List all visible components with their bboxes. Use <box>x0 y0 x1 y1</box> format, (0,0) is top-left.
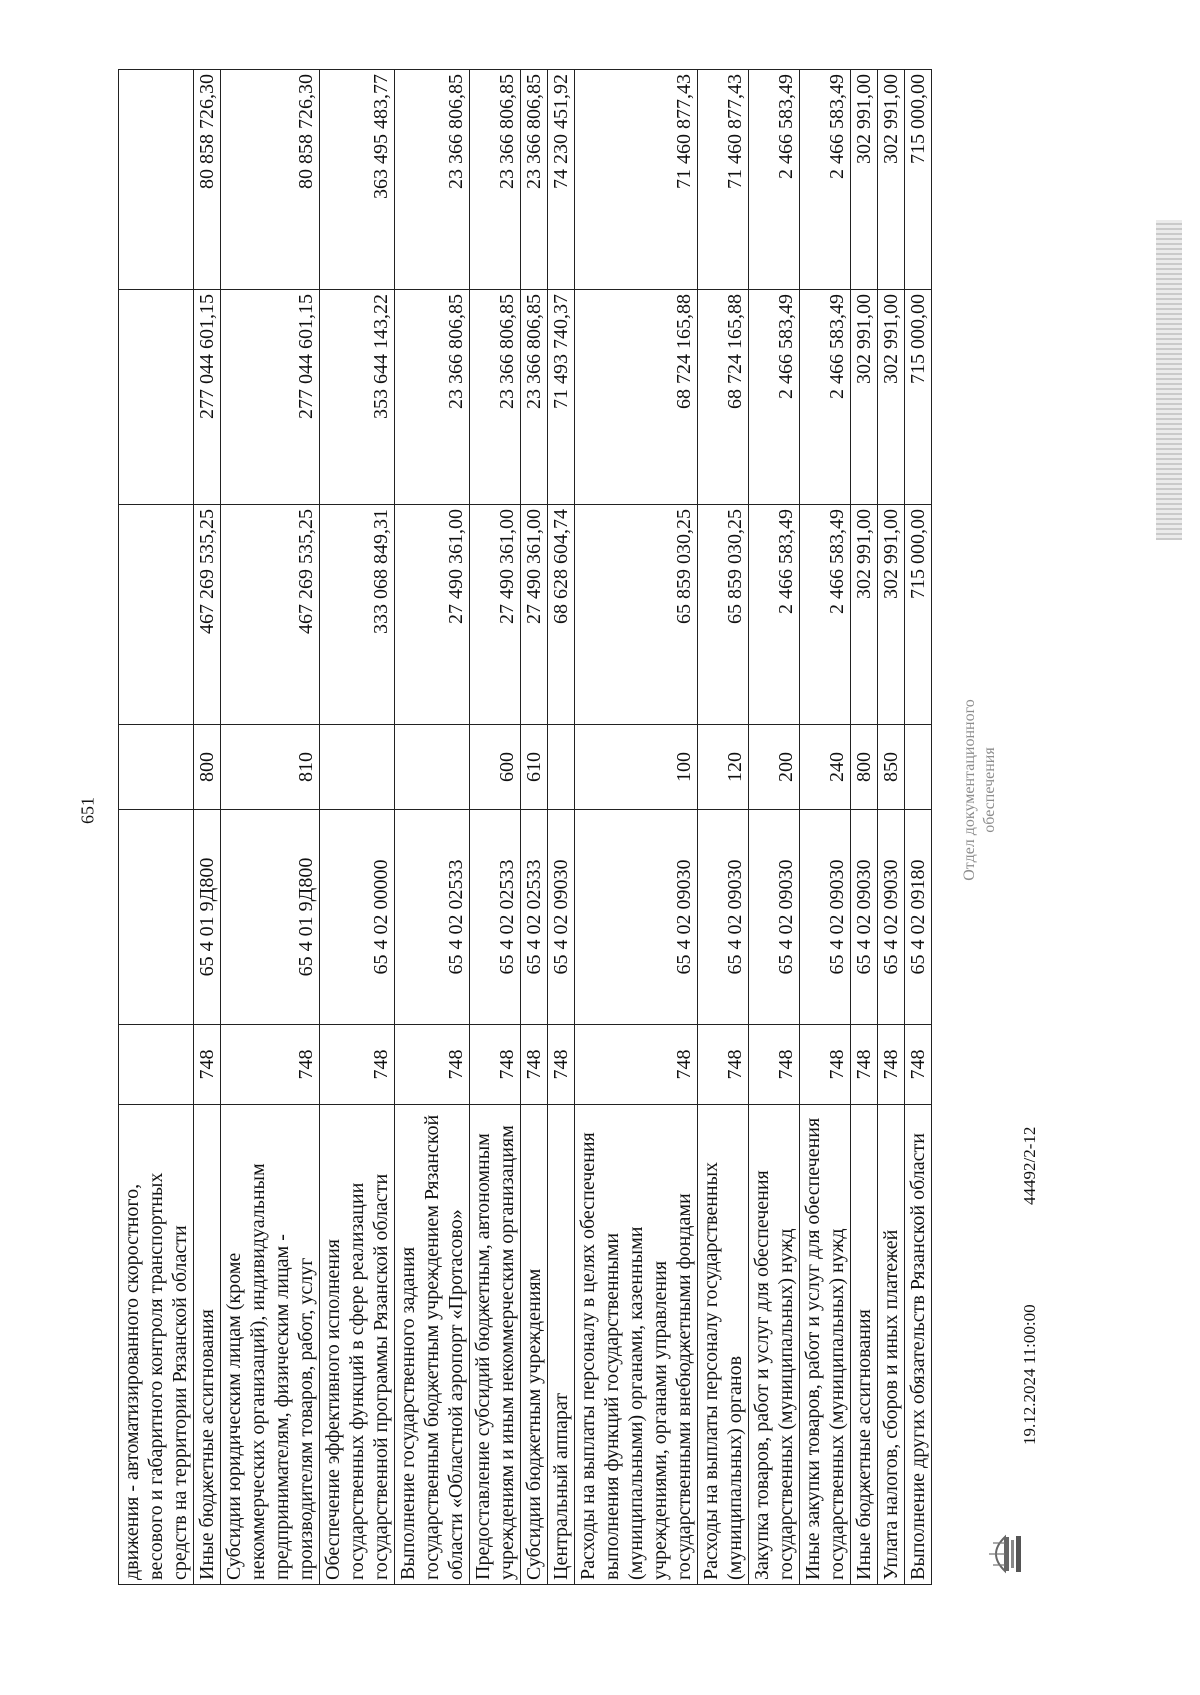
row-ved-code: 748 <box>521 1025 548 1105</box>
row-csr-code: 65 4 02 09030 <box>878 810 905 1025</box>
row-vr-code <box>119 725 194 810</box>
row-csr-code: 65 4 02 02533 <box>470 810 521 1025</box>
row-vr-code: 200 <box>749 725 800 810</box>
row-ved-code: 748 <box>749 1025 800 1105</box>
row-vr-code: 120 <box>698 725 749 810</box>
department-stamp <box>960 675 1000 905</box>
row-amount-3: 23 366 806,85 <box>521 70 548 290</box>
table-row <box>548 70 575 1585</box>
coat-of-arms-icon <box>985 1531 1027 1577</box>
table-row <box>119 70 194 1585</box>
table-row <box>800 70 851 1585</box>
row-ved-code: 748 <box>878 1025 905 1105</box>
table-row <box>470 70 521 1585</box>
row-amount-2: 277 044 601,15 <box>194 290 221 505</box>
footer-doc-number: 44492/2-12 <box>1020 1126 1039 1205</box>
footer-date: 19.12.2024 11:00:00 <box>1020 1304 1039 1445</box>
table-row <box>521 70 548 1585</box>
row-description: Центральный аппарат <box>548 1105 575 1585</box>
page-number: 651 <box>77 797 98 824</box>
row-amount-1 <box>119 505 194 725</box>
row-amount-3: 71 460 877,43 <box>698 70 749 290</box>
row-amount-2: 302 991,00 <box>878 290 905 505</box>
row-amount-1: 467 269 535,25 <box>194 505 221 725</box>
budget-table <box>118 69 932 1585</box>
row-amount-1: 2 466 583,49 <box>800 505 851 725</box>
row-amount-2: 68 724 165,88 <box>575 290 698 505</box>
row-vr-code: 810 <box>221 725 320 810</box>
row-amount-1: 2 466 583,49 <box>749 505 800 725</box>
row-amount-2: 23 366 806,85 <box>521 290 548 505</box>
row-vr-code <box>905 725 932 810</box>
scan-edge-marks <box>1156 220 1182 540</box>
row-csr-code <box>119 810 194 1025</box>
row-amount-2: 715 000,00 <box>905 290 932 505</box>
row-amount-1: 65 859 030,25 <box>698 505 749 725</box>
row-vr-code <box>320 725 395 810</box>
table-row <box>575 70 698 1585</box>
row-amount-3: 2 466 583,49 <box>800 70 851 290</box>
row-amount-2: 68 724 165,88 <box>698 290 749 505</box>
row-description: Выполнение других обязательств Рязанской области <box>905 1105 932 1585</box>
row-csr-code: 65 4 02 02533 <box>521 810 548 1025</box>
row-vr-code: 100 <box>575 725 698 810</box>
table-row <box>698 70 749 1585</box>
row-amount-1: 715 000,00 <box>905 505 932 725</box>
row-csr-code: 65 4 02 09030 <box>749 810 800 1025</box>
row-amount-1: 467 269 535,25 <box>221 505 320 725</box>
row-amount-2: 277 044 601,15 <box>221 290 320 505</box>
row-amount-3 <box>119 70 194 290</box>
stamp-line-1: Отдел документационного <box>961 699 978 881</box>
row-amount-1: 302 991,00 <box>851 505 878 725</box>
row-ved-code: 748 <box>395 1025 470 1105</box>
row-description: Иные закупки товаров, работ и услуг для обеспечения государственных (муниципальных) нужд <box>800 1105 851 1585</box>
row-csr-code: 65 4 02 02533 <box>395 810 470 1025</box>
row-ved-code: 748 <box>548 1025 575 1105</box>
row-description: Субсидии бюджетным учреждениям <box>521 1105 548 1585</box>
table-row <box>320 70 395 1585</box>
row-vr-code: 800 <box>851 725 878 810</box>
row-amount-1: 333 068 849,31 <box>320 505 395 725</box>
row-vr-code: 600 <box>470 725 521 810</box>
row-amount-3: 302 991,00 <box>851 70 878 290</box>
row-amount-3: 2 466 583,49 <box>749 70 800 290</box>
table-row <box>194 70 221 1585</box>
row-csr-code: 65 4 02 09030 <box>575 810 698 1025</box>
row-amount-2 <box>119 290 194 505</box>
row-ved-code: 748 <box>470 1025 521 1105</box>
table-row <box>878 70 905 1585</box>
row-csr-code: 65 4 02 09030 <box>800 810 851 1025</box>
stamp-line-2: обеспечения <box>981 747 998 833</box>
row-amount-1: 65 859 030,25 <box>575 505 698 725</box>
row-ved-code: 748 <box>320 1025 395 1105</box>
row-ved-code: 748 <box>905 1025 932 1105</box>
row-vr-code: 850 <box>878 725 905 810</box>
row-amount-1: 27 490 361,00 <box>395 505 470 725</box>
row-amount-3: 80 858 726,30 <box>221 70 320 290</box>
row-amount-2: 71 493 740,37 <box>548 290 575 505</box>
row-description: Расходы на выплаты персоналу государственных (муниципальных) органов <box>698 1105 749 1585</box>
table-row <box>221 70 320 1585</box>
row-description: Предоставление субсидий бюджетным, автономным учреждениям и иным некоммерческим организациям <box>470 1105 521 1585</box>
table-row <box>905 70 932 1585</box>
row-ved-code <box>119 1025 194 1105</box>
row-ved-code: 748 <box>194 1025 221 1105</box>
row-amount-3: 80 858 726,30 <box>194 70 221 290</box>
row-ved-code: 748 <box>851 1025 878 1105</box>
row-vr-code: 240 <box>800 725 851 810</box>
row-amount-2: 353 644 143,22 <box>320 290 395 505</box>
table-row <box>749 70 800 1585</box>
row-csr-code: 65 4 02 09030 <box>851 810 878 1025</box>
row-vr-code <box>548 725 575 810</box>
row-amount-1: 27 490 361,00 <box>521 505 548 725</box>
row-amount-3: 71 460 877,43 <box>575 70 698 290</box>
row-amount-1: 68 628 604,74 <box>548 505 575 725</box>
row-amount-3: 74 230 451,92 <box>548 70 575 290</box>
row-amount-3: 302 991,00 <box>878 70 905 290</box>
row-amount-1: 302 991,00 <box>878 505 905 725</box>
row-vr-code: 610 <box>521 725 548 810</box>
row-csr-code: 65 4 02 09180 <box>905 810 932 1025</box>
row-amount-2: 23 366 806,85 <box>470 290 521 505</box>
table-row <box>395 70 470 1585</box>
row-csr-code: 65 4 02 00000 <box>320 810 395 1025</box>
row-ved-code: 748 <box>698 1025 749 1105</box>
row-description: Расходы на выплаты персоналу в целях обеспечения выполнения функций государственными (муниципальными) органами, казенными учреждениями, органами управления государственными внебюджетными фондами <box>575 1105 698 1585</box>
row-vr-code <box>395 725 470 810</box>
row-description: движения - автоматизированного скоростного, весового и габаритного контроля транспортных средств на территории Рязанской области <box>119 1105 194 1585</box>
row-amount-2: 302 991,00 <box>851 290 878 505</box>
row-description: Закупка товаров, работ и услуг для обеспечения государственных (муниципальных) нужд <box>749 1105 800 1585</box>
row-ved-code: 748 <box>575 1025 698 1105</box>
row-amount-3: 715 000,00 <box>905 70 932 290</box>
row-ved-code: 748 <box>221 1025 320 1105</box>
row-amount-2: 2 466 583,49 <box>800 290 851 505</box>
row-csr-code: 65 4 02 09030 <box>548 810 575 1025</box>
row-amount-3: 23 366 806,85 <box>470 70 521 290</box>
row-ved-code: 748 <box>800 1025 851 1105</box>
row-amount-3: 363 495 483,77 <box>320 70 395 290</box>
row-csr-code: 65 4 01 9Д800 <box>221 810 320 1025</box>
row-vr-code: 800 <box>194 725 221 810</box>
row-description: Иные бюджетные ассигнования <box>194 1105 221 1585</box>
row-description: Уплата налогов, сборов и иных платежей <box>878 1105 905 1585</box>
row-amount-3: 23 366 806,85 <box>395 70 470 290</box>
row-description: Выполнение государственного задания государственным бюджетным учреждением Рязанской области «Областной аэропорт «Протасово» <box>395 1105 470 1585</box>
row-description: Субсидии юридическим лицам (кроме некоммерческих организаций), индивидуальным предпринимателям, физическим лицам - производителям товаров, работ, услуг <box>221 1105 320 1585</box>
row-amount-2: 2 466 583,49 <box>749 290 800 505</box>
row-amount-1: 27 490 361,00 <box>470 505 521 725</box>
row-csr-code: 65 4 01 9Д800 <box>194 810 221 1025</box>
row-description: Иные бюджетные ассигнования <box>851 1105 878 1585</box>
row-csr-code: 65 4 02 09030 <box>698 810 749 1025</box>
table-row <box>851 70 878 1585</box>
row-description: Обеспечение эффективного исполнения государственных функций в сфере реализации государственной программы Рязанской области <box>320 1105 395 1585</box>
row-amount-2: 23 366 806,85 <box>395 290 470 505</box>
